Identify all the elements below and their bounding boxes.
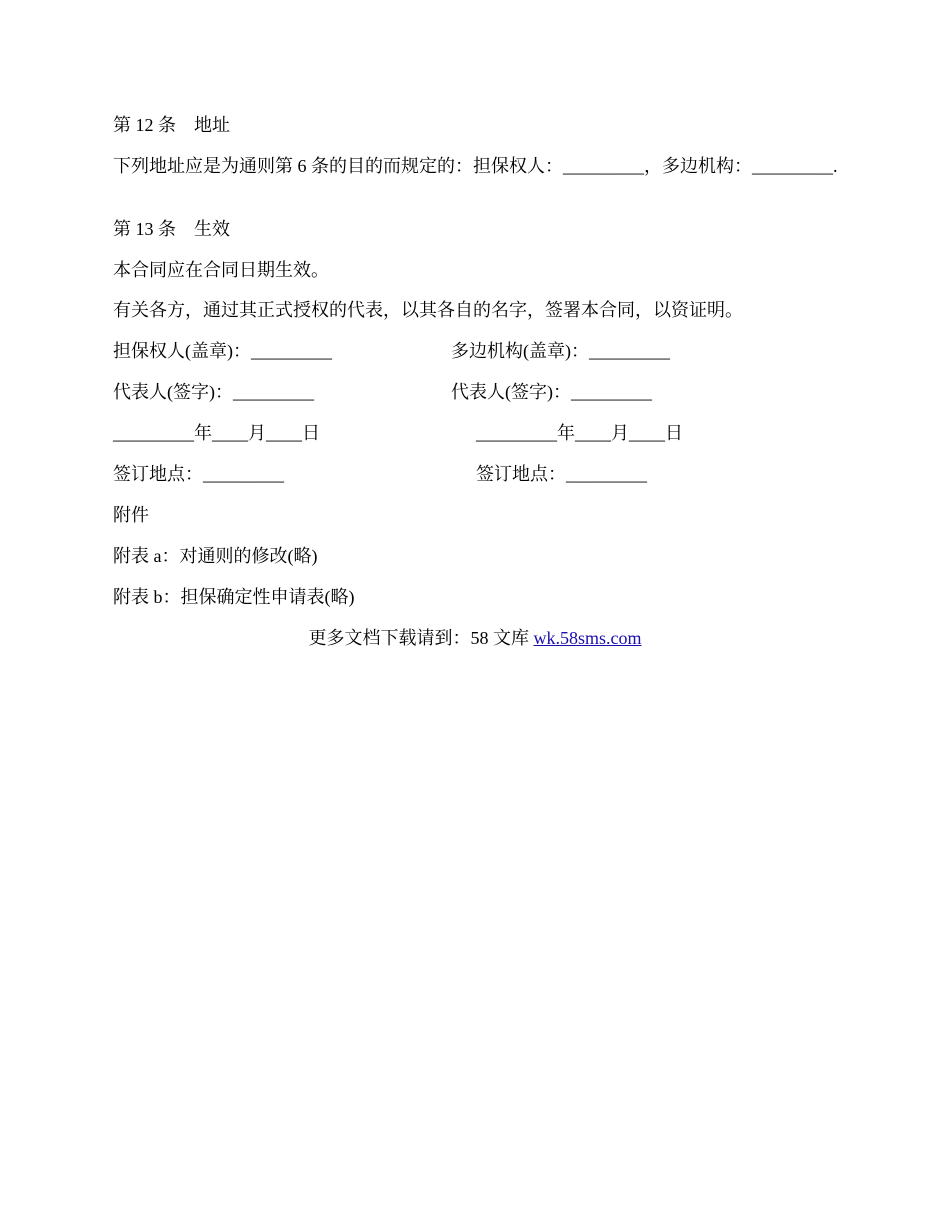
guarantee-holder-seal: 担保权人(盖章)：_________	[113, 341, 332, 361]
article-12-heading: 第 12 条 地址	[113, 115, 230, 135]
place-right: 签订地点：_________	[476, 464, 647, 484]
footer-link[interactable]: wk.58sms.com	[533, 628, 642, 648]
article-13-body: 本合同应在合同日期生效。	[113, 260, 329, 280]
article-13-heading: 第 13 条 生效	[113, 219, 230, 239]
article-12-body: 下列地址应是为通则第 6 条的目的而规定的：担保权人：_________，多边机构：_________.	[113, 156, 838, 176]
witness-clause: 有关各方，通过其正式授权的代表，以其各自的名字，签署本合同，以资证明。	[113, 300, 743, 320]
date-right: _________年____月____日	[476, 423, 683, 443]
annex-table-b: 附表 b：担保确定性申请表(略)	[113, 587, 355, 607]
date-left: _________年____月____日	[113, 423, 320, 443]
footer-text: 更多文档下载请到：58 文库	[308, 628, 534, 648]
representative-right: 代表人(签字)：_________	[451, 382, 652, 402]
representative-left: 代表人(签字)：_________	[113, 382, 314, 402]
agency-seal: 多边机构(盖章)：_________	[451, 341, 670, 361]
annex-title: 附件	[113, 505, 149, 525]
place-left: 签订地点：_________	[113, 464, 284, 484]
footer	[0, 627, 950, 649]
annex-table-a: 附表 a：对通则的修改(略)	[113, 546, 318, 566]
